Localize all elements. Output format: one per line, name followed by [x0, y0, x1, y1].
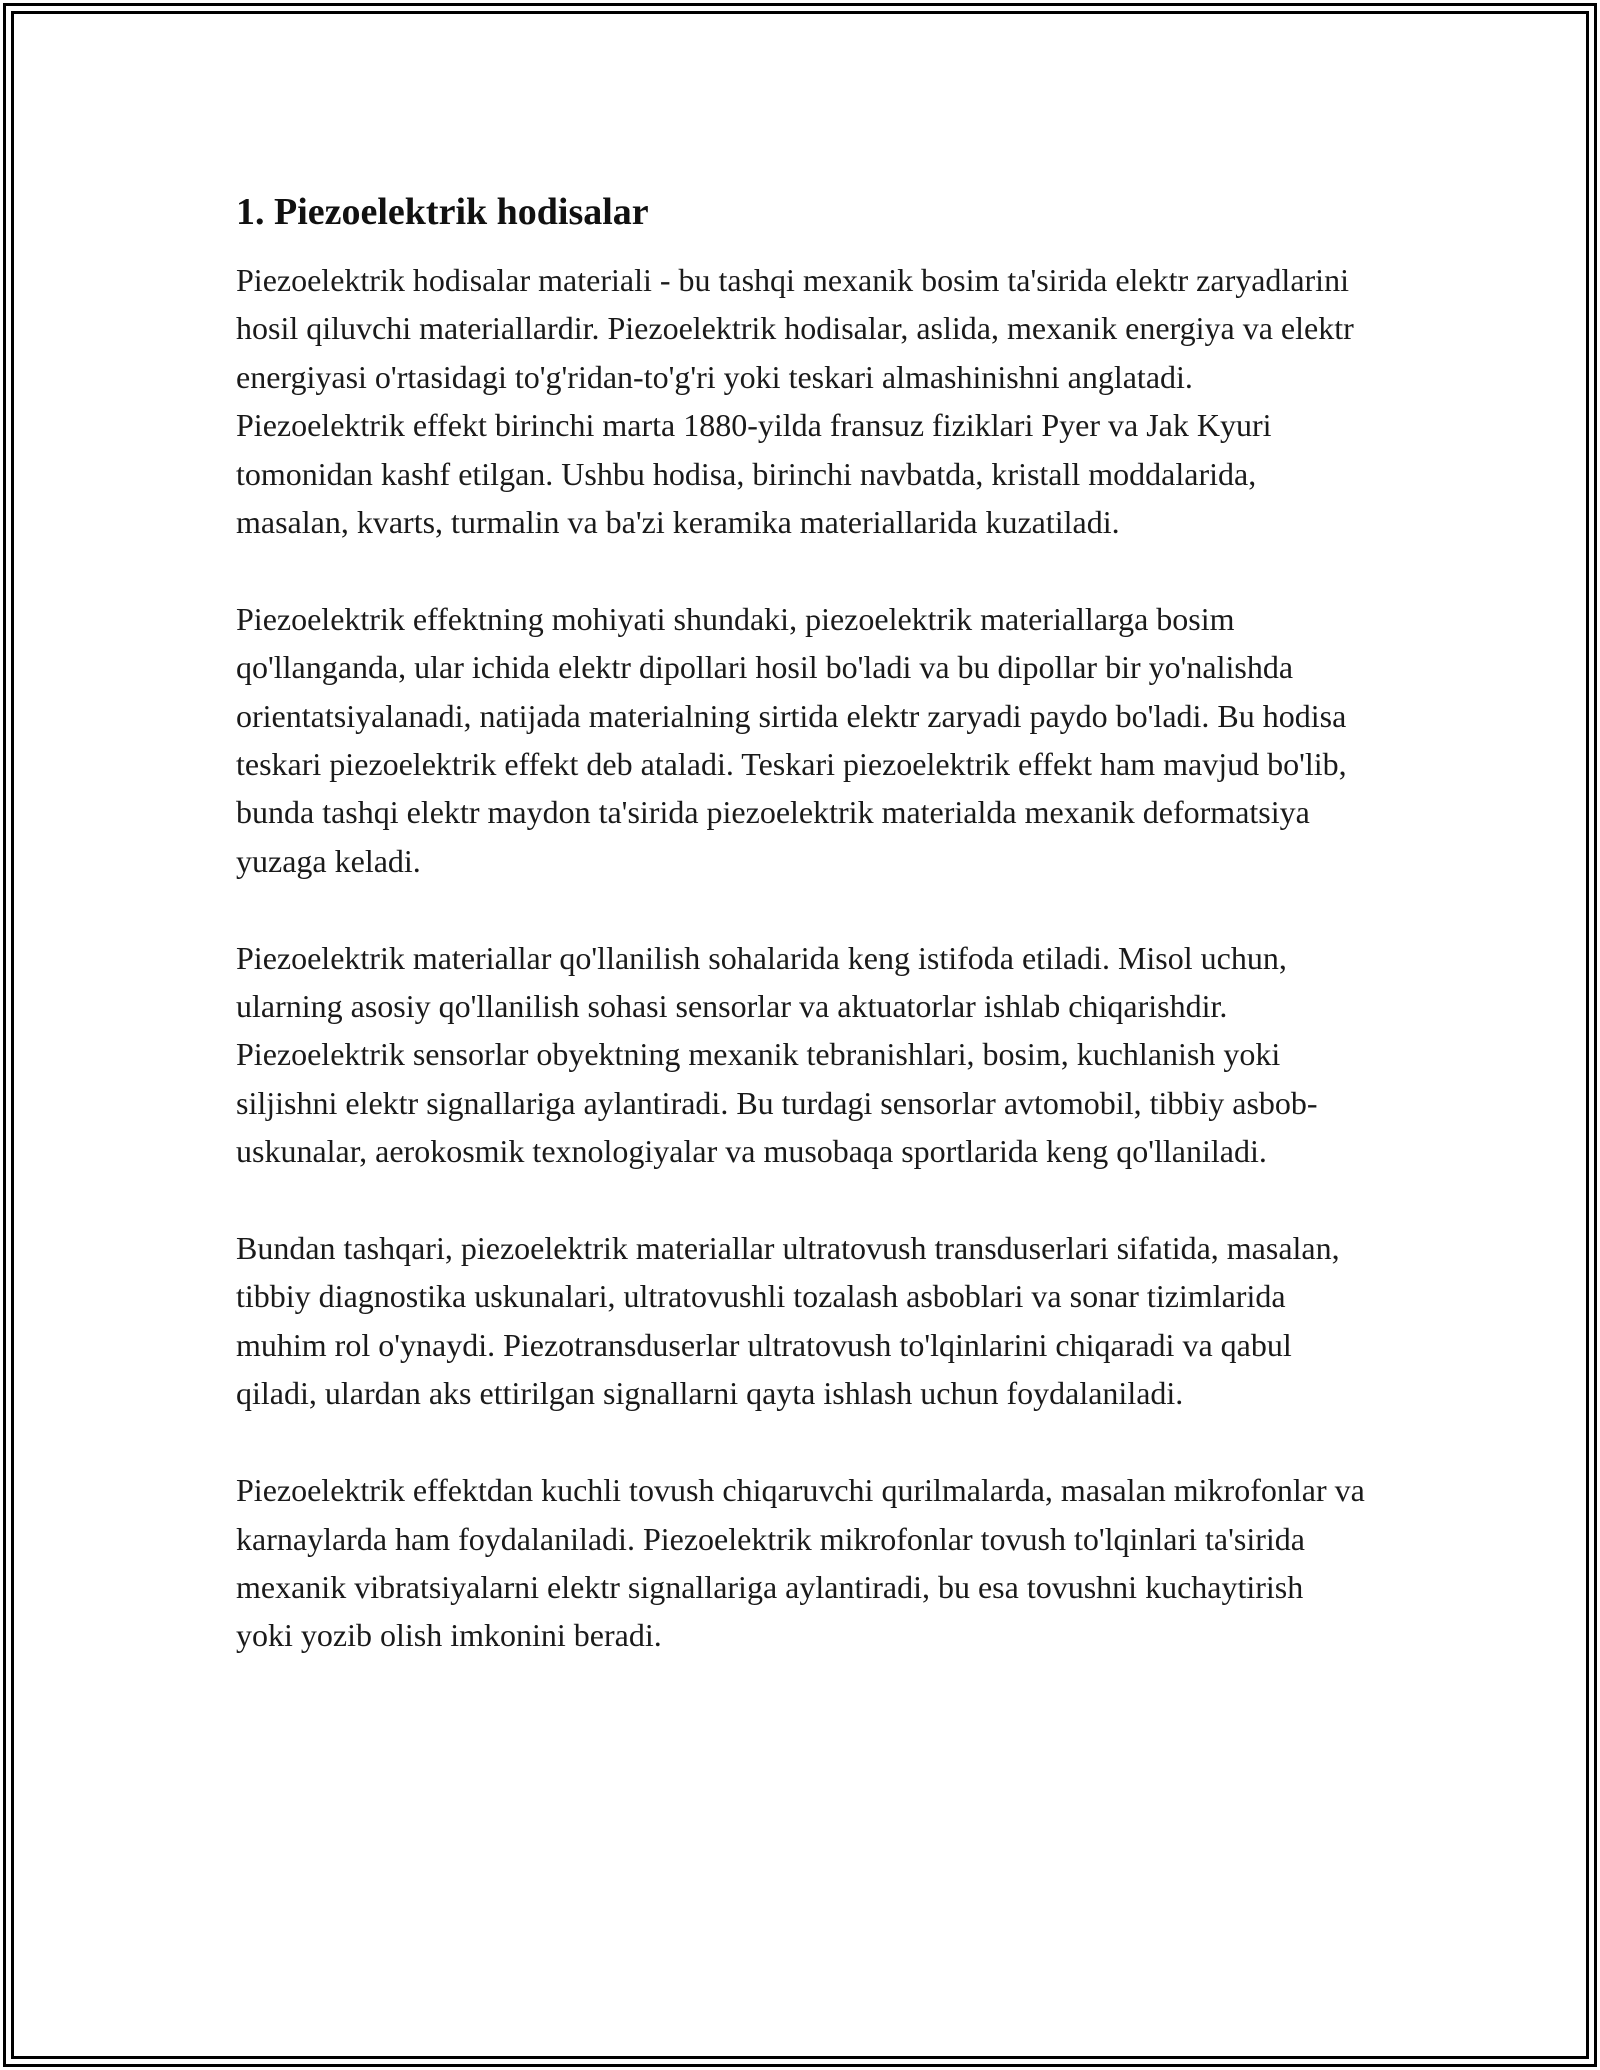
- document-body: [236, 188, 1366, 1708]
- paragraph-2: Piezoelektrik effektning mohiyati shundaki, piezoelektrik materiallarga bosim qo'llanganda, ular ichida elektr dipollari hosil bo'ladi va bu dipollar bir yo'nalishda orientatsiyalanadi, natijada materialning sirtida elektr zaryadi paydo bo'ladi. Bu hodisa teskari piezoelektrik effekt deb ataladi. Teskari piezoelektrik effekt ham mavjud bo'lib, bunda tashqi elektr maydon ta'sirida piezoelektrik materialda mexanik deformatsiya yuzaga keladi.: [236, 600, 1347, 879]
- paragraph-3: Piezoelektrik materiallar qo'llanilish sohalarida keng istifoda etiladi. Misol uchun, ularning asosiy qo'llanilish sohasi sensorlar va aktuatorlar ishlab chiqarishdir. Piezoelektrik sensorlar obyektning mexanik tebranishlari, bosim, kuchlanish yoki siljishni elektr signallariga aylantiradi. Bu turdagi sensorlar avtomobil, tibbiy asbob-uskunalar, aerokosmik texnologiyalar va musobaqa sportlarida keng qo'llaniladi.: [236, 939, 1318, 1170]
- paragraph-4: Bundan tashqari, piezoelektrik materiallar ultratovush transduserlari sifatida, masalan, tibbiy diagnostika uskunalari, ultratovushli tozalash asboblari va sonar tizimlarida muhim rol o'ynaydi. Piezotransduserlar ultratovush to'lqinlarini chiqaradi va qabul qiladi, ulardan aks ettirilgan signallarni qayta ishlash uchun foydalaniladi.: [236, 1230, 1340, 1412]
- paragraph-1: Piezoelektrik hodisalar materiali - bu tashqi mexanik bosim ta'sirida elektr zaryadlarini hosil qiluvchi materiallardir. Piezoelektrik hodisalar, aslida, mexanik energiya va elektr energiyasi o'rtasidagi to'g'ridan-to'g'ri yoki teskari almashinishni anglatadi. Piezoelektrik effekt birinchi marta 1880-yilda fransuz fiziklari Pyer va Jak Kyuri tomonidan kashf etilgan. Ushbu hodisa, birinchi navbatda, kristall moddalarida, masalan, kvarts, turmalin va ba'zi keramika materiallarida kuzatiladi.: [236, 262, 1354, 541]
- section-heading: 1. Piezoelektrik hodisalar: [236, 191, 649, 233]
- paragraph-5: Piezoelektrik effektdan kuchli tovush chiqaruvchi qurilmalarda, masalan mikrofonlar va karnaylarda ham foydalaniladi. Piezoelektrik mikrofonlar tovush to'lqinlari ta'sirida mexanik vibratsiyalarni elektr signallariga aylantiradi, bu esa tovushni kuchaytirish yoki yozib olish imkonini beradi.: [236, 1472, 1365, 1654]
